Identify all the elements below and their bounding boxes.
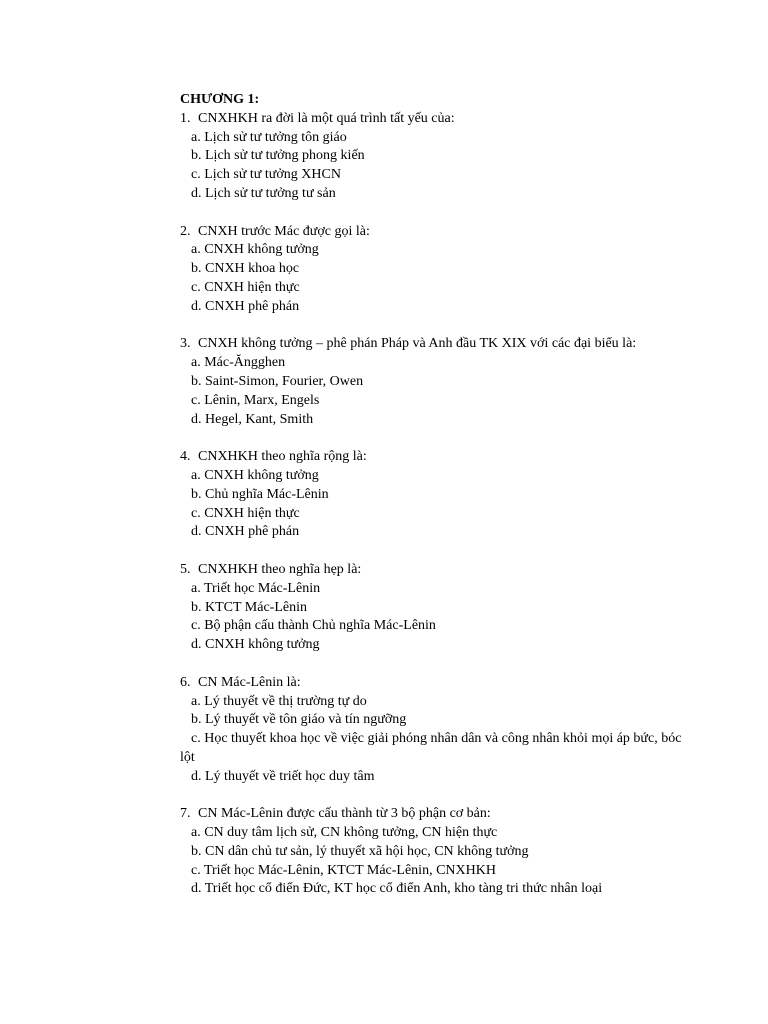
- chapter-title: CHƯƠNG 1:: [180, 92, 260, 107]
- question-text: [180, 805, 700, 824]
- question-block: [180, 448, 700, 542]
- answer-option: b. Lịch sử tư tưởng phong kiến: [191, 148, 365, 164]
- question-number: 4.: [180, 449, 191, 465]
- answer-option: a. Lý thuyết về thị trường tự do: [191, 693, 367, 709]
- answer-option: a. CN duy tâm lịch sử, CN không tưởng, CN hiện thực: [191, 825, 498, 841]
- question-number: 1.: [180, 110, 191, 126]
- question-text: [180, 223, 700, 242]
- answer-option: d. CNXH phê phán: [191, 298, 300, 314]
- question-block: [180, 335, 700, 429]
- question-number: 7.: [180, 806, 191, 822]
- answer-option: b. Lý thuyết về tôn giáo và tín ngưỡng: [191, 712, 407, 728]
- question-stem: CNXHKH ra đời là một quá trình tất yếu của:: [198, 110, 455, 126]
- answer-option-continuation: lột: [180, 749, 195, 765]
- question-stem: CN Mác-Lênin là:: [198, 674, 301, 690]
- answer-option: b. Chủ nghĩa Mác-Lênin: [191, 486, 329, 502]
- question-block: [180, 223, 700, 317]
- question-number: 6.: [180, 674, 191, 690]
- answer-option: a. CNXH không tưởng: [191, 467, 319, 483]
- question-stem: CNXH không tưởng – phê phán Pháp và Anh đầu TK XIX với các đại biểu là:: [198, 336, 637, 352]
- question-number: 5.: [180, 561, 191, 577]
- question-text: [180, 561, 700, 580]
- answer-option: d. Lý thuyết về triết học duy tâm: [191, 768, 375, 784]
- question-number: 2.: [180, 223, 191, 239]
- question-block: [180, 110, 700, 204]
- answer-option-wrapped: [180, 730, 700, 768]
- question-block: [180, 805, 700, 899]
- question-text: [180, 335, 700, 354]
- question-text: [180, 110, 700, 129]
- answer-option: c. CNXH hiện thực: [191, 505, 300, 521]
- question-stem: CNXHKH theo nghĩa rộng là:: [198, 449, 367, 465]
- answer-option: d. CNXH không tưởng: [191, 637, 320, 653]
- question-stem: CNXH trước Mác được gọi là:: [198, 223, 370, 239]
- question-text: [180, 674, 700, 693]
- answer-option: d. CNXH phê phán: [191, 524, 300, 540]
- question-text: [180, 448, 700, 467]
- answer-option: c. Triết học Mác-Lênin, KTCT Mác-Lênin, CNXHKH: [191, 862, 496, 878]
- question-stem: CN Mác-Lênin được cấu thành từ 3 bộ phận cơ bản:: [198, 806, 491, 822]
- question-number: 3.: [180, 336, 191, 352]
- question-stem: CNXHKH theo nghĩa hẹp là:: [198, 561, 362, 577]
- question-block: [180, 674, 700, 787]
- answer-option: b. KTCT Mác-Lênin: [191, 599, 307, 615]
- answer-option: c. Bộ phận cấu thành Chủ nghĩa Mác-Lênin: [191, 618, 436, 634]
- answer-option: a. CNXH không tưởng: [191, 242, 319, 258]
- answer-option: a. Mác-Ăngghen: [191, 355, 286, 371]
- answer-option: d. Triết học cổ điển Đức, KT học cổ điển Anh, kho tàng tri thức nhân loại: [191, 881, 603, 897]
- answer-option: b. Saint-Simon, Fourier, Owen: [191, 373, 364, 389]
- question-block: [180, 561, 700, 655]
- answer-option: d. Hegel, Kant, Smith: [191, 411, 314, 427]
- answer-option: d. Lịch sử tư tưởng tư sản: [191, 185, 336, 201]
- answer-option: c. CNXH hiện thực: [191, 279, 300, 295]
- document-page: [180, 91, 700, 918]
- answer-option: c. Lịch sử tư tưởng XHCN: [191, 167, 341, 183]
- answer-option: b. CNXH khoa học: [191, 261, 300, 277]
- answer-option: b. CN dân chủ tư sản, lý thuyết xã hội học, CN không tưởng: [191, 843, 529, 859]
- answer-option: a. Triết học Mác-Lênin: [191, 580, 321, 596]
- answer-option-text: c. Học thuyết khoa học về việc giải phóng nhân dân và công nhân khỏi mọi áp bức, bóc: [191, 731, 682, 747]
- answer-option: a. Lịch sử tư tưởng tôn giáo: [191, 129, 347, 145]
- answer-option: c. Lênin, Marx, Engels: [191, 392, 320, 408]
